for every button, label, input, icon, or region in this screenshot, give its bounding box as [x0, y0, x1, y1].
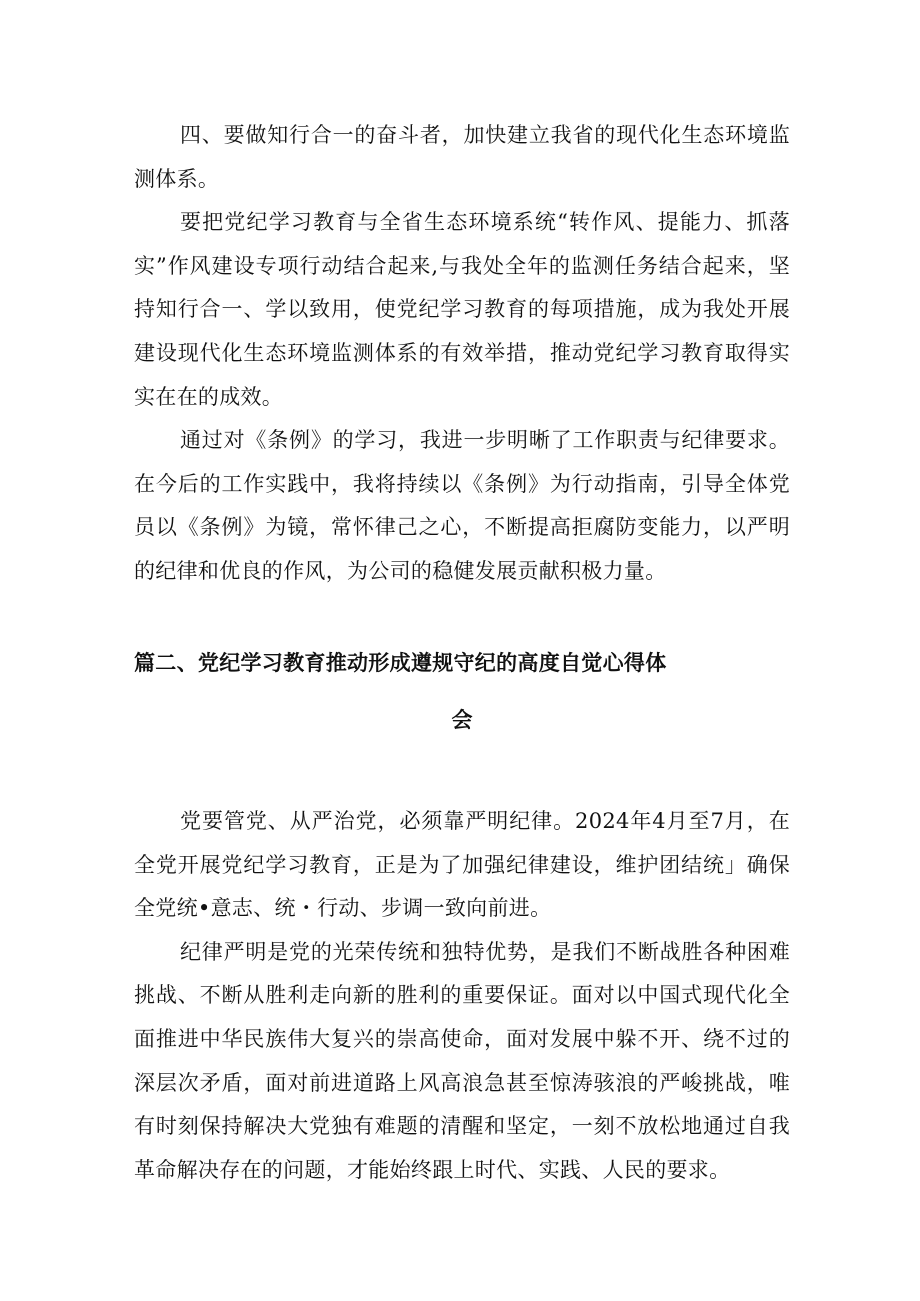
chapter-two-body — [134, 800, 790, 1192]
section-four-paragraph-1: 要把党纪学习教育与全省生态环境系统“转作风、提能力、抓落实”作风建设专项行动结合起来,与我处全年的监测任务结合起来，坚持知行合一、学以致用，使党纪学习教育的每项措施，成为我处开展建设现代化生态环境监测体系的有效举措，推动党纪学习教育取得实实在在的成效。 — [134, 210, 790, 409]
section-four — [134, 114, 790, 594]
section-four-title-paragraph: 四、要做知行合一的奋斗者，加快建立我省的现代化生态环境监测体系。 — [134, 123, 790, 191]
section-four-paragraph-2: 通过对《条例》的学习，我进一步明晰了工作职责与纪律要求。在今后的工作实践中，我将持续以《条例》为行动指南，引导全体党员以《条例》为镜，常怀律己之心，不断提高拒腐防变能力，以严明的纪律和优良的作风，为公司的稳健发展贡献积极力量。 — [134, 428, 790, 583]
chapter-two-heading-line1: 篇二、党纪学习教育推动形成遵规守纪的高度自觉心得体 — [134, 651, 667, 675]
chapter-two-paragraph-2: 纪律严明是党的光荣传统和独特优势，是我们不断战胜各种困难挑战、不断从胜利走向新的胜利的重要保证。面对以中国式现代化全面推进中华民族伟大复兴的崇高使命，面对发展中躲不开、绕不过的深层次矛盾，面对前进道路上风高浪急甚至惊涛骇浪的严峻挑战，唯有时刻保持解决大党独有难题的清醒和坚定，一刻不放松地通过自我革命解决存在的问题，才能始终跟上时代、实践、人民的要求。 — [134, 939, 790, 1182]
chapter-two-paragraph-1: 党要管党、从严治党，必须靠严明纪律。2024年4月至7月，在全党开展党纪学习教育，正是为了加强纪律建设，维护团结统」确保全党统•意志、统・行动、步调一致向前进。 — [134, 809, 790, 921]
chapter-two-heading-line2: 会 — [451, 708, 473, 732]
